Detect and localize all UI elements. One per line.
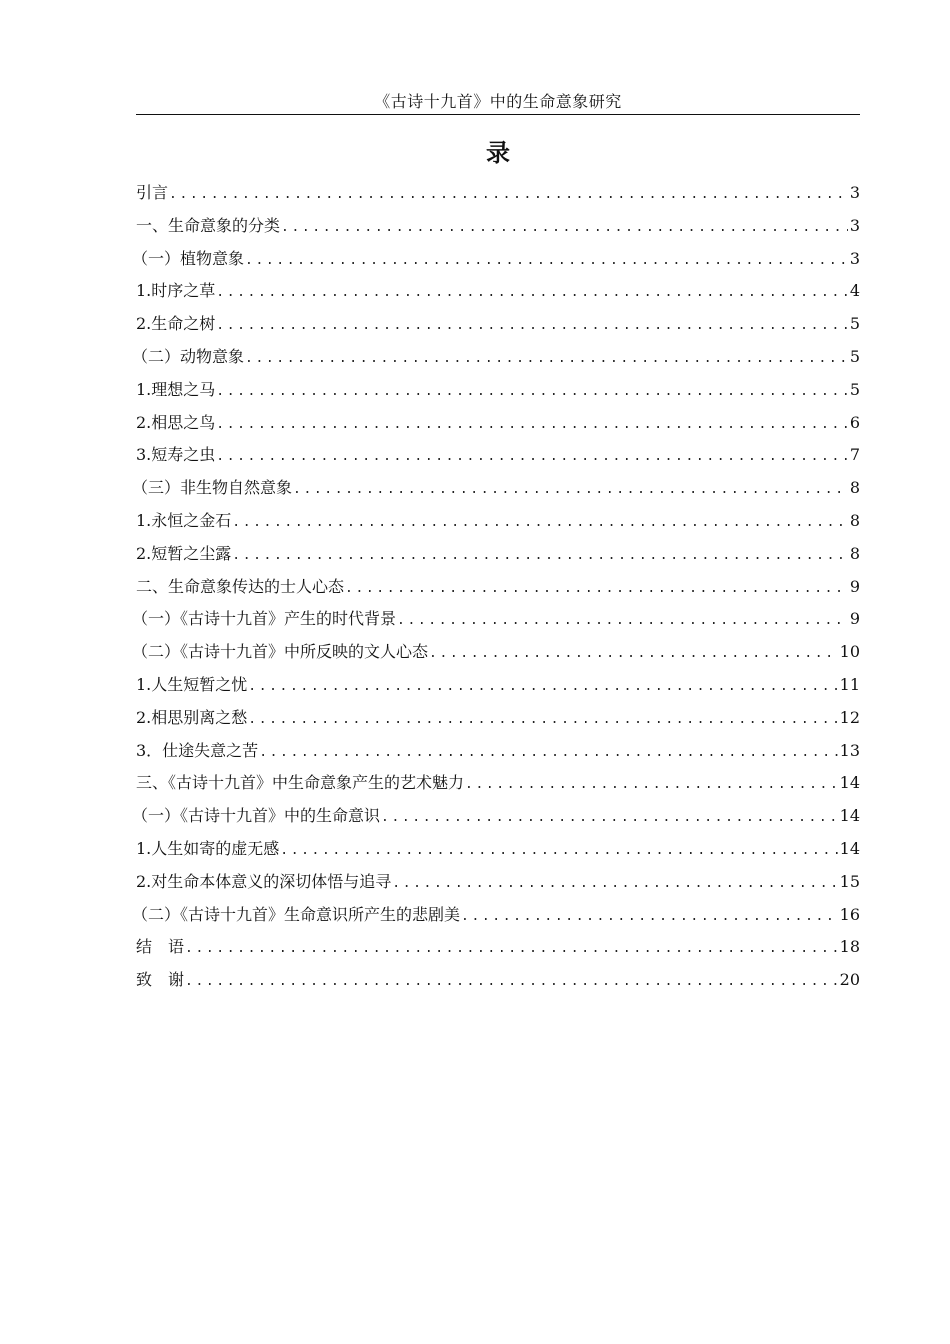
toc-entry[interactable]	[136, 308, 860, 341]
toc-entry[interactable]	[136, 407, 860, 440]
dot-leader	[258, 737, 837, 770]
toc-entry[interactable]	[136, 931, 860, 964]
toc-page-number: 4	[849, 281, 860, 301]
dot-leader	[280, 212, 848, 245]
toc-entry-label: （一）《古诗十九首》产生的时代背景	[132, 609, 397, 629]
dot-leader	[231, 507, 848, 540]
toc-page-number: 3	[849, 183, 860, 202]
toc-page-number: 13	[839, 740, 860, 760]
toc-page-number: 3	[849, 215, 860, 235]
toc-entry[interactable]	[132, 472, 860, 505]
toc-entry[interactable]	[136, 866, 860, 899]
dot-leader	[247, 671, 837, 704]
toc-entry-label: 1.人生短暂之忧	[136, 674, 248, 694]
toc-page-number: 5	[849, 379, 860, 399]
toc-page-number: 8	[849, 543, 860, 563]
toc-page-number: 12	[839, 707, 860, 727]
toc-entry[interactable]	[132, 800, 860, 833]
toc-entry-label: （二）《古诗十九首》生命意识所产生的悲剧美	[132, 904, 461, 924]
dot-leader	[244, 343, 848, 376]
toc-entry-label: 1.理想之马	[136, 379, 216, 399]
header-rule	[136, 114, 860, 115]
toc-title: 录	[486, 139, 510, 167]
toc-entry[interactable]	[136, 833, 860, 866]
toc-entry[interactable]	[136, 505, 860, 538]
toc-entry[interactable]	[136, 439, 860, 472]
toc-entry[interactable]	[136, 275, 860, 308]
toc-page-number: 20	[839, 970, 860, 990]
toc-entry[interactable]	[136, 669, 860, 702]
toc-entry-label: 2.相思之鸟	[136, 412, 216, 432]
running-header: 《古诗十九首》中的生命意象研究	[374, 92, 622, 111]
toc-entry[interactable]	[132, 243, 860, 276]
table-of-contents	[132, 177, 860, 997]
toc-entry-label: （三）非生物自然意象	[132, 478, 293, 498]
dot-leader	[460, 901, 838, 934]
dot-leader	[184, 933, 838, 966]
toc-page-number: 14	[839, 806, 860, 826]
dot-leader	[215, 441, 848, 474]
toc-entry-label: （一）植物意象	[132, 248, 245, 268]
dot-leader	[279, 835, 837, 868]
toc-page-number: 8	[849, 478, 860, 498]
toc-page-number: 6	[849, 412, 860, 432]
toc-entry[interactable]	[132, 636, 860, 669]
toc-entry-label: 2.相思别离之愁	[136, 707, 248, 727]
dot-leader	[215, 277, 848, 310]
toc-entry-label: 1.永恒之金石	[136, 510, 232, 530]
toc-entry[interactable]	[136, 571, 860, 604]
toc-page-number: 10	[839, 642, 860, 662]
toc-entry[interactable]	[136, 210, 860, 243]
toc-entry[interactable]	[136, 767, 860, 800]
dot-leader	[231, 540, 848, 573]
toc-entry-label: 2.对生命本体意义的深切体悟与追寻	[136, 871, 392, 891]
dot-leader	[215, 409, 848, 442]
toc-entry-label: （二）《古诗十九首》中所反映的文人心态	[132, 642, 429, 662]
dot-leader	[244, 245, 848, 278]
toc-entry[interactable]	[132, 603, 860, 636]
toc-entry[interactable]	[136, 177, 860, 210]
dot-leader	[184, 966, 838, 999]
toc-page-number: 15	[839, 871, 860, 891]
dot-leader	[396, 605, 848, 638]
dot-leader	[247, 704, 837, 737]
dot-leader	[464, 769, 838, 802]
toc-entry-label: 1.时序之草	[136, 281, 216, 301]
dot-leader	[344, 573, 848, 606]
toc-page-number: 14	[839, 838, 860, 858]
dot-leader	[391, 868, 837, 901]
toc-entry-label: 结 语	[136, 937, 185, 957]
toc-entry-label: 引言	[136, 183, 169, 202]
toc-page-number: 5	[849, 346, 860, 366]
toc-page-number: 7	[849, 445, 860, 465]
toc-entry-label: 3．仕途失意之苦	[136, 740, 259, 760]
toc-page-number: 16	[839, 904, 860, 924]
toc-entry[interactable]	[132, 899, 860, 932]
toc-page-number: 8	[849, 510, 860, 530]
toc-entry[interactable]	[132, 341, 860, 374]
toc-entry-label: 三、《古诗十九首》中生命意象产生的艺术魅力	[136, 773, 465, 793]
toc-entry[interactable]	[136, 735, 860, 768]
dot-leader	[215, 376, 848, 409]
toc-page-number: 9	[849, 609, 860, 629]
dot-leader	[215, 310, 848, 343]
toc-entry[interactable]	[136, 964, 860, 997]
toc-entry-label: 二、生命意象传达的士人心态	[136, 576, 345, 596]
toc-page-number: 9	[849, 576, 860, 596]
toc-page-number: 14	[839, 773, 860, 793]
toc-entry-label: 3.短寿之虫	[136, 445, 216, 465]
toc-entry-label: 2.短暂之尘露	[136, 543, 232, 563]
dot-leader	[428, 638, 838, 671]
toc-entry-label: 1.人生如寄的虚无感	[136, 838, 280, 858]
toc-entry[interactable]	[136, 538, 860, 571]
dot-leader	[292, 474, 848, 507]
toc-entry[interactable]	[136, 374, 860, 407]
toc-entry[interactable]	[136, 702, 860, 735]
toc-page-number: 18	[839, 937, 860, 957]
toc-entry-label: 致 谢	[136, 970, 185, 990]
dot-leader	[380, 802, 838, 835]
toc-entry-label: 2.生命之树	[136, 314, 216, 334]
dot-leader	[168, 179, 848, 212]
toc-page-number: 11	[839, 674, 860, 694]
toc-page-number: 3	[849, 248, 860, 268]
toc-entry-label: 一、生命意象的分类	[136, 215, 281, 235]
toc-entry-label: （二）动物意象	[132, 346, 245, 366]
toc-page-number: 5	[849, 314, 860, 334]
toc-entry-label: （一）《古诗十九首》中的生命意识	[132, 806, 381, 826]
